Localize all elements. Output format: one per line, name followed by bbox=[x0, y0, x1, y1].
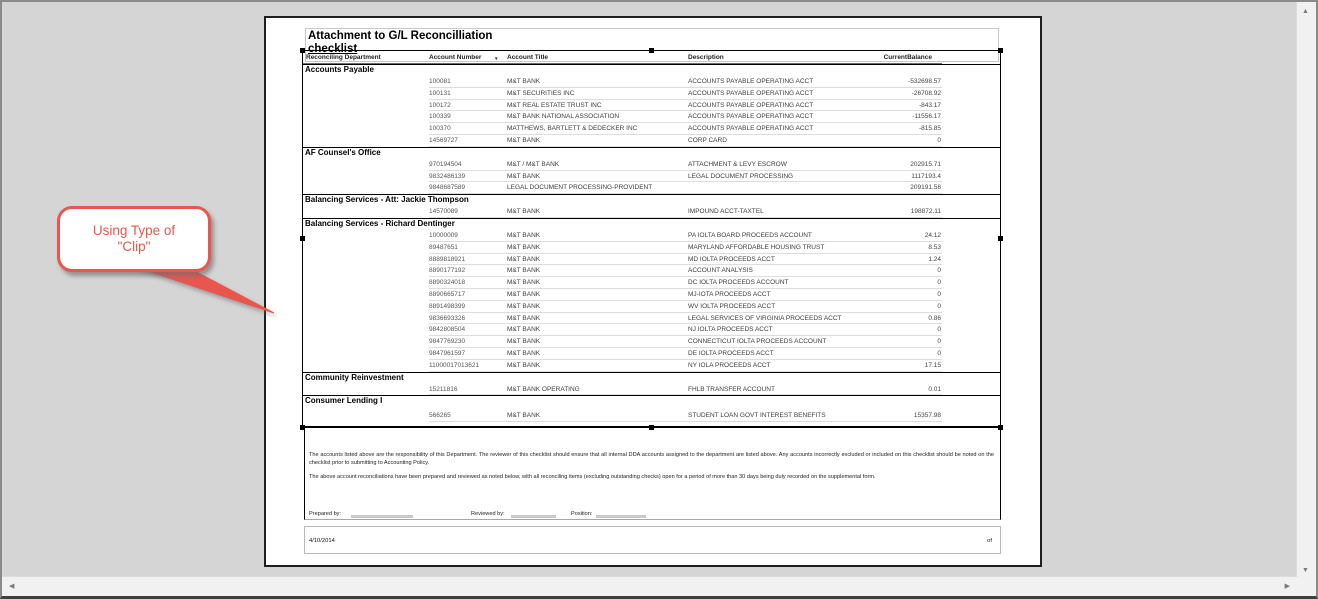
cell-account-number: 8890177192 bbox=[429, 267, 466, 275]
table-row bbox=[303, 206, 1000, 218]
group-header-row bbox=[303, 218, 1000, 230]
cell-account-number: 10000009 bbox=[429, 231, 458, 239]
cell-current-balance: 0.86 bbox=[928, 314, 941, 322]
cell-account-number: 100131 bbox=[429, 89, 451, 97]
table-row bbox=[303, 348, 1000, 360]
table-row bbox=[303, 76, 1000, 88]
cell-account-title: M&T / M&T BANK bbox=[507, 160, 560, 168]
cell-account-title: M&T BANK bbox=[507, 279, 541, 287]
cell-account-title: M&T BANK bbox=[507, 267, 541, 275]
cell-description: DC IOLTA PROCEEDS ACCOUNT bbox=[688, 279, 789, 287]
cell-current-balance: 0 bbox=[937, 136, 941, 144]
cell-account-number: 8890324018 bbox=[429, 279, 466, 287]
table-row bbox=[303, 313, 1000, 325]
cell-description: LEGAL DOCUMENT PROCESSING bbox=[688, 172, 794, 180]
cell-account-title: M&T BANK bbox=[507, 208, 541, 216]
cell-description: NY IOLA PROCEEDS ACCT bbox=[688, 361, 771, 369]
cell-current-balance: 202915.71 bbox=[910, 160, 941, 168]
cell-description: FHLB TRANSFER ACCOUNT bbox=[688, 385, 775, 393]
cell-description: MARYLAND AFFORDABLE HOUSING TRUST bbox=[688, 243, 825, 251]
cell-account-number: 970194504 bbox=[429, 160, 462, 168]
table-row bbox=[303, 289, 1000, 301]
cell-current-balance: 0 bbox=[937, 338, 941, 346]
prepared-by-label: Prepared by: bbox=[309, 511, 342, 517]
horizontal-scrollbar[interactable] bbox=[2, 576, 1297, 596]
cell-description: NJ IOLTA PROCEEDS ACCT bbox=[688, 326, 773, 334]
table-row bbox=[303, 265, 1000, 277]
table-row bbox=[303, 159, 1000, 171]
table-row bbox=[303, 277, 1000, 289]
cell-description: IMPOUND ACCT-TAXTEL bbox=[688, 208, 764, 216]
position-signature-line bbox=[596, 515, 646, 518]
cell-account-title: M&T SECURITIES INC bbox=[507, 89, 575, 97]
group-header-row bbox=[303, 395, 1000, 407]
cell-description: PA IOLTA BOARD PROCEEDS ACCOUNT bbox=[688, 231, 812, 239]
cell-description: CORP CARD bbox=[688, 136, 727, 144]
table-row bbox=[303, 336, 1000, 348]
cell-current-balance: -11556.17 bbox=[912, 113, 941, 121]
cell-current-balance: 0 bbox=[937, 302, 941, 310]
cell-account-title: M&T BANK bbox=[507, 302, 541, 310]
group-header-row bbox=[303, 64, 1000, 76]
disclaimer-paragraph-2: The above account reconciliations have been prepared and reviewed as noted below, with all reconciling items (excluding outstanding checks) open for a period of more than 30 days being duly recorded on the supplemental form. bbox=[309, 474, 876, 480]
cell-description: ACCOUNT ANALYSIS bbox=[688, 267, 753, 275]
selected-tablix-clip-region[interactable] bbox=[302, 50, 1001, 428]
cell-account-number: 100339 bbox=[429, 113, 451, 121]
cell-current-balance: 0 bbox=[937, 267, 941, 275]
group-header-label: Balancing Services - Att: Jackie Thompson bbox=[305, 195, 469, 205]
scroll-up-icon[interactable]: ▲ bbox=[1302, 8, 1309, 15]
cell-account-number: 100172 bbox=[429, 101, 451, 109]
table-row bbox=[303, 111, 1000, 123]
table-row bbox=[303, 410, 1000, 422]
cell-description: MJ-IOTA PROCEEDS ACCT bbox=[688, 290, 771, 298]
cell-account-number: 566265 bbox=[429, 412, 451, 420]
cell-account-title: M&T BANK bbox=[507, 361, 541, 369]
footer-date: 4/10/2014 bbox=[309, 538, 335, 544]
col-header-current-balance: CurrentBalance bbox=[883, 54, 932, 61]
cell-account-title: M&T BANK bbox=[507, 172, 541, 180]
cell-description: STUDENT LOAN GOVT INTEREST BENEFITS bbox=[688, 412, 826, 420]
cell-description: ACCOUNTS PAYABLE OPERATING ACCT bbox=[688, 89, 814, 97]
cell-current-balance: 209191.58 bbox=[910, 184, 941, 192]
cell-current-balance: 0 bbox=[937, 349, 941, 357]
cell-account-number: 15211816 bbox=[429, 385, 458, 393]
col-header-description: Description bbox=[688, 54, 724, 61]
cell-account-title: M&T BANK bbox=[507, 338, 541, 346]
scrollbar-corner bbox=[1297, 577, 1316, 596]
cell-current-balance: 198872.11 bbox=[910, 208, 941, 216]
col-header-reconciling-department: Reconciling Department bbox=[306, 54, 381, 61]
accounts-table bbox=[303, 53, 1000, 422]
table-row bbox=[303, 171, 1000, 183]
cell-account-number: 9847769230 bbox=[429, 338, 466, 346]
cell-account-number: 9847961597 bbox=[429, 349, 466, 357]
cell-current-balance: 15357.98 bbox=[913, 412, 941, 420]
vertical-scrollbar[interactable] bbox=[1296, 2, 1316, 580]
cell-account-number: 11000017013621 bbox=[429, 361, 480, 369]
group-header-row bbox=[303, 147, 1000, 159]
table-row bbox=[303, 254, 1000, 266]
col-header-account-number: Account Number bbox=[429, 54, 482, 61]
cell-account-title: M&T BANK NATIONAL ASSOCIATION bbox=[507, 113, 620, 121]
cell-description: MD IOLTA PROCEEDS ACCT bbox=[688, 255, 775, 263]
cell-account-title: M&T BANK OPERATING bbox=[507, 385, 580, 393]
position-label: Position: bbox=[571, 511, 593, 517]
cell-account-title: M&T REAL ESTATE TRUST INC bbox=[507, 101, 602, 109]
report-title-line2: checklist bbox=[308, 43, 358, 55]
annotation-callout-bubble bbox=[57, 206, 211, 272]
scroll-right-icon[interactable]: ▶ bbox=[1284, 583, 1290, 590]
group-header-row bbox=[303, 194, 1000, 206]
cell-account-title: M&T BANK bbox=[507, 314, 541, 322]
cell-account-title: M&T BANK bbox=[507, 231, 541, 239]
cell-description: DE IOLTA PROCEEDS ACCT bbox=[688, 349, 774, 357]
table-row bbox=[303, 182, 1000, 194]
cell-account-number: 14570089 bbox=[429, 208, 458, 216]
cell-account-title: M&T BANK bbox=[507, 349, 541, 357]
scroll-left-icon[interactable]: ◀ bbox=[9, 583, 15, 590]
cell-current-balance: 1.24 bbox=[928, 255, 941, 263]
reviewed-by-signature-line bbox=[511, 515, 556, 518]
cell-current-balance: 1117193.4 bbox=[911, 172, 941, 180]
cell-account-number: 9832486139 bbox=[429, 172, 466, 180]
table-row bbox=[303, 123, 1000, 135]
cell-description: CONNECTICUT IOLTA PROCEEDS ACCOUNT bbox=[688, 338, 827, 346]
cell-account-number: 8889818921 bbox=[429, 255, 466, 263]
cell-account-number: 100081 bbox=[429, 78, 451, 85]
cell-account-title: M&T BANK bbox=[507, 290, 541, 298]
disclaimer-textbox[interactable] bbox=[304, 426, 1001, 520]
table-header-row bbox=[303, 53, 1000, 64]
cell-account-number: 9842808504 bbox=[429, 326, 466, 334]
cell-current-balance: 0 bbox=[937, 290, 941, 298]
cell-description: WV IOLTA PROCEEDS ACCT bbox=[688, 302, 776, 310]
cell-account-number: 8890665717 bbox=[429, 290, 466, 298]
cell-current-balance: 0 bbox=[937, 326, 941, 334]
cell-account-title: M&T BANK bbox=[507, 136, 541, 144]
cell-account-title: MATTHEWS, BARTLETT & DEDECKER INC bbox=[507, 125, 638, 133]
prepared-by-signature-line bbox=[351, 515, 413, 518]
callout-text-line2: "Clip" bbox=[117, 239, 151, 254]
cell-description: LEGAL SERVICES OF VIRGINIA PROCEEDS ACCT bbox=[688, 314, 842, 322]
cell-account-number: 8891498399 bbox=[429, 302, 466, 310]
disclaimer-text bbox=[309, 452, 994, 489]
cell-current-balance: 8.53 bbox=[928, 243, 941, 251]
disclaimer-paragraph-1: The accounts listed above are the responsibility of this Department. The reviewer of this checklist should ensure that all internal DDA accounts assigned to the department are listed above. Any accounts incorrectly excluded or included on this checklist should be noted on the checklist prior to submitting to Accounting Policy. bbox=[309, 452, 994, 466]
cell-current-balance: 0 bbox=[937, 279, 941, 287]
group-header-label: Balancing Services - Richard Dentinger bbox=[305, 218, 455, 228]
cell-account-number: 9836693326 bbox=[429, 314, 466, 322]
cell-account-title: M&T BANK bbox=[507, 255, 541, 263]
cell-current-balance: -843.17 bbox=[918, 101, 941, 109]
table-row bbox=[303, 100, 1000, 112]
cell-current-balance: -815.85 bbox=[918, 125, 941, 133]
cell-description: ACCOUNTS PAYABLE OPERATING ACCT bbox=[688, 125, 814, 133]
table-row bbox=[303, 384, 1000, 396]
group-header-label: Community Reinvestment bbox=[305, 372, 404, 382]
reviewed-by-label: Reviewed by: bbox=[471, 511, 505, 517]
cell-account-title: LEGAL DOCUMENT PROCESSING-PROVIDENT bbox=[507, 184, 653, 192]
table-row bbox=[303, 230, 1000, 242]
cell-description: ACCOUNTS PAYABLE OPERATING ACCT bbox=[688, 113, 814, 121]
table-row bbox=[303, 88, 1000, 100]
cell-account-title: M&T BANK bbox=[507, 78, 541, 85]
cell-current-balance: -532698.57 bbox=[908, 78, 941, 85]
footer-page-of-label: of bbox=[987, 538, 992, 544]
page-footer-box[interactable] bbox=[304, 526, 1001, 554]
cell-account-number: 100370 bbox=[429, 125, 451, 133]
cell-current-balance: 24.12 bbox=[924, 231, 941, 239]
row-separator bbox=[429, 421, 942, 422]
cell-account-number: 89487651 bbox=[429, 243, 458, 251]
group-header-row bbox=[303, 372, 1000, 384]
table-row bbox=[303, 301, 1000, 313]
table-row bbox=[303, 242, 1000, 254]
cell-current-balance: -26708.92 bbox=[911, 89, 941, 97]
signature-row bbox=[309, 511, 994, 519]
group-header-label: Accounts Payable bbox=[305, 65, 374, 74]
col-header-account-title: Account Title bbox=[507, 54, 549, 61]
group-header-label: Consumer Lending I bbox=[305, 396, 383, 406]
cell-description: ACCOUNTS PAYABLE OPERATING ACCT bbox=[688, 101, 814, 109]
callout-text-line1: Using Type of bbox=[92, 223, 176, 238]
cell-account-title: M&T BANK bbox=[507, 243, 541, 251]
table-row bbox=[303, 360, 1000, 372]
cell-account-number: 9848687589 bbox=[429, 184, 466, 192]
cell-current-balance: 17.15 bbox=[924, 361, 941, 369]
scroll-down-icon[interactable]: ▼ bbox=[1302, 567, 1309, 574]
report-page bbox=[264, 16, 1042, 567]
group-header-label: AF Counsel's Office bbox=[305, 147, 381, 157]
table-row bbox=[303, 135, 1000, 147]
cell-account-number: 14569727 bbox=[429, 136, 458, 144]
cell-account-title: M&T BANK bbox=[507, 326, 541, 334]
cell-description: ACCOUNTS PAYABLE OPERATING ACCT bbox=[688, 78, 814, 85]
cell-current-balance: 0.01 bbox=[928, 385, 941, 393]
cell-description: ATTACHMENT & LEVY ESCROW bbox=[688, 160, 787, 168]
table-row bbox=[303, 324, 1000, 336]
report-title-line1: Attachment to G/L Reconcilliation bbox=[308, 30, 493, 42]
cell-account-title: M&T BANK bbox=[507, 412, 541, 420]
sort-dropdown-icon[interactable]: ▾ bbox=[495, 56, 498, 62]
